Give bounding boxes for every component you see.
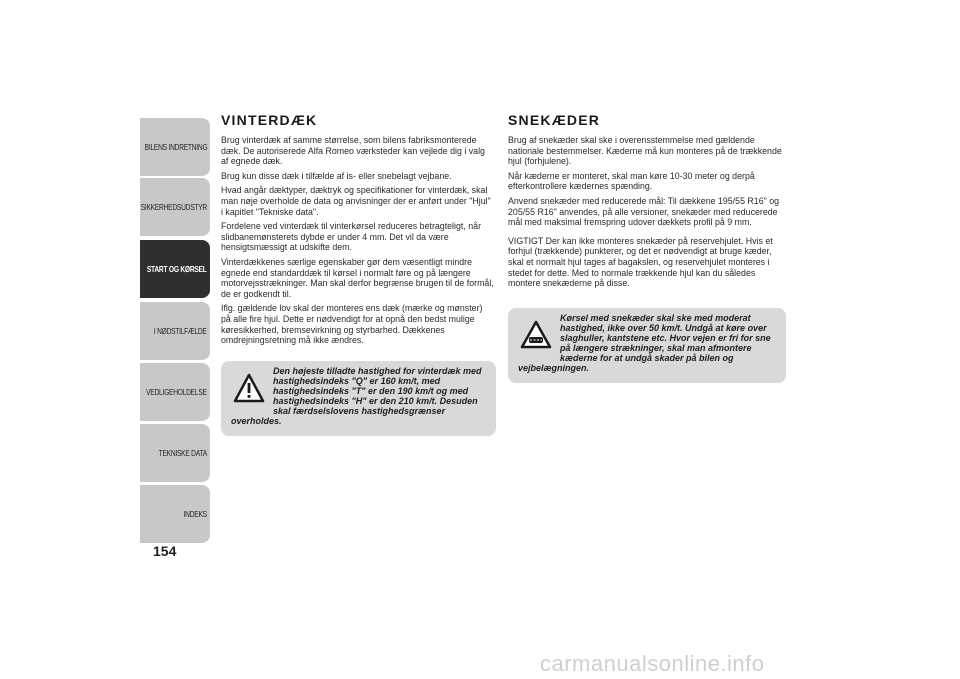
paragraph: Fordelene ved vinterdæk til vinterkørsel reduceres betragteligt, når slidbanemønsterets dybde er under 4 mm. Det vil da være hensigtsmæssigt at udskifte dem. (221, 221, 482, 254)
tab-label: VEDLIGEHOLDELSE (146, 387, 207, 397)
paragraph: Anvend snekæder med reducerede mål: Til dækkene 195/55 R16" og 205/55 R16" anvendes, på alle versioner, snekæder med reducerede mål med maksimal fremspring udover dækkets profil på 9 mm. (508, 195, 780, 229)
tab-vedligeholdelse[interactable] (140, 363, 210, 421)
tab-label: BILENS INDRETNING (144, 142, 207, 152)
watermark: carmanualsonline.info (540, 651, 765, 676)
paragraph: Brug vinterdæk af samme størrelse, som bilens fabriksmonterede dæk. De autoriserede Alfa Romeo værksteder kan vejlede dig i valg af egnede dæk. (221, 135, 485, 168)
section-snekaeder (508, 112, 786, 383)
tab-label: INDEKS (183, 509, 207, 519)
tab-tekniske-data[interactable] (140, 424, 210, 482)
tab-indeks[interactable] (140, 485, 210, 543)
paragraph: VIGTIGT Der kan ikke monteres snekæder på reservehjulet. Hvis et forhjul (trækkende) punkterer, og det er nødvendigt at bruge kæder, skal et normalt hjul tages af bagakslen, og reservehjulet monteres i stedet for dette. Med to normale trækkende hjul kan du således montere snekæderne på disse. (508, 235, 773, 290)
tab-i-nodstilfaelde[interactable] (140, 302, 210, 360)
tab-start-og-korsel[interactable] (140, 240, 210, 298)
tab-label: SIKKERHEDSUDSTYR (140, 202, 207, 212)
warning-text: Kørsel med snekæder skal ske med moderat hastighed, ikke over 50 km/t. Undgå at køre over slaghuller, kantstene etc. Hvor vejen er fri for sne på længere strækninger, skal man afmontere kæderne for at undgå skader på bilen og vejbelægningen. (518, 312, 771, 373)
page-number: 154 (153, 543, 177, 559)
warning-box (221, 361, 496, 436)
tab-bilens-indretning[interactable] (140, 118, 210, 176)
section-title: SNEKÆDER (508, 112, 601, 128)
tire-chain-warning-icon (518, 315, 554, 355)
tab-sikkerhedsudstyr[interactable] (140, 178, 210, 236)
warning-text: Den højeste tilladte hastighed for vinterdæk med hastighedsindeks "Q" er 160 km/t, med hastighedsindeks "T" er den 190 km/t og med hastighedsindeks "H" er den 210 km/t. Desuden skal færdselslovens hastighedsgrænser overholdes. (231, 365, 482, 426)
warning-box (508, 308, 786, 383)
tab-label: I NØDSTILFÆLDE (154, 326, 207, 336)
paragraph: Når kæderne er monteret, skal man køre 10-30 meter og derpå efterkontrollere kædernes spænding. (508, 170, 755, 193)
paragraph: Hvad angår dæktyper, dæktryk og specifikationer for vinterdæk, skal man nøje overholde de data og anvisninger der er anført under "Hjul" i kapitlet "Tekniske data". (221, 185, 491, 218)
paragraph: Vinterdækkenes særlige egenskaber gør dem væsentligt mindre egnede end standarddæk til kørsel i normalt føre og på længere motorvejsstrækninger. Man skal derfor begrænse brugen til de formål, de er godkendt til. (221, 256, 494, 300)
section-title: VINTERDÆK (221, 112, 318, 128)
paragraph: Iflg. gældende lov skal der monteres ens dæk (mærke og mønster) på alle fire hjul. Dette er nødvendigt for at opnå den bedst mulige køresikkerhed, bremsevirkning og styrbarhed. Dækkenes omdrejningsretning må ikke ændres. (221, 303, 483, 347)
tab-label: START OG KØRSEL (147, 264, 207, 274)
tab-label: TEKNISKE DATA (158, 448, 207, 458)
paragraph: Brug kun disse dæk i tilfælde af is- eller snebelagt vejbane. (221, 170, 452, 182)
paragraph: Brug af snekæder skal ske i overensstemmelse med gældende nationale bestemmelser. Kæderne må kun monteres på de trækkende hjul (forhjulene). (508, 135, 782, 168)
section-vinterdaek (221, 112, 496, 436)
warning-triangle-icon (231, 368, 267, 408)
